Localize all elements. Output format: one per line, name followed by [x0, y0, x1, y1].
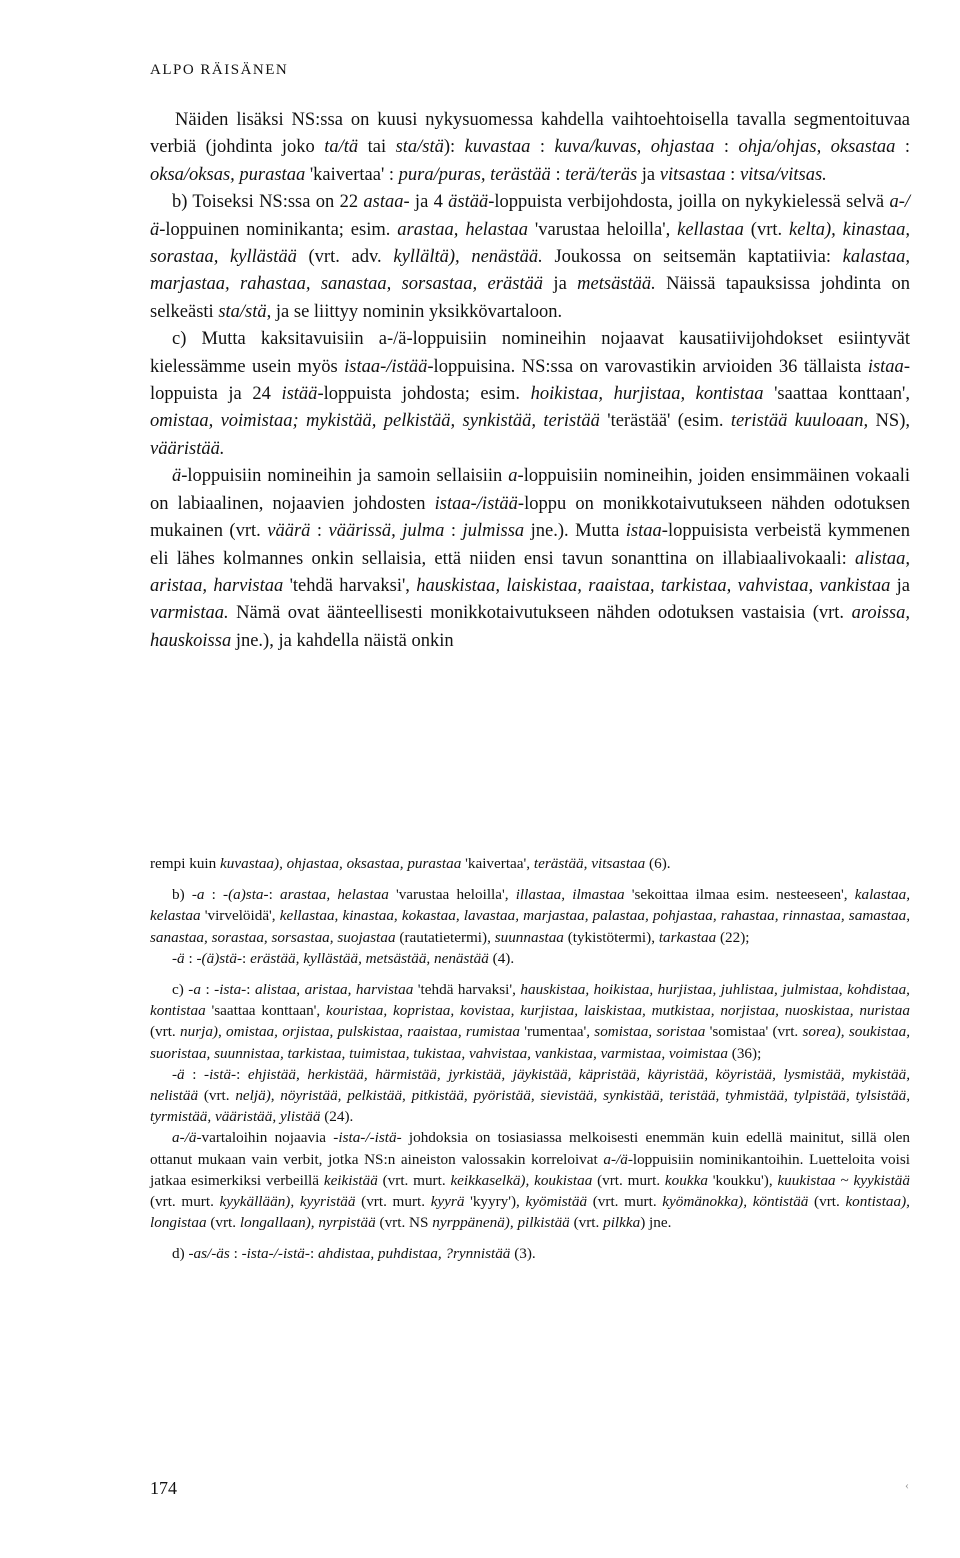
- paragraph-3: c) Mutta kaksitavuisiin a-/ä-loppuisiin nomineihin nojaavat kausatiivijohdokset esiintyvät kielessämme usein myös istaa-/istää-loppuisina. NS:ssa on varovastikin arvioiden 36 tällaista istaa-loppuista ja 24 istää-loppuista johdosta; esim. hoikistaa, hurjistaa, kontistaa 'saattaa konttaan', omistaa, voimistaa; mykistää, pelkistää, synkistää, teristää 'terästää' (esim. teristää kuuloaan, NS), vääristää.: [150, 329, 910, 459]
- paragraph-2: b) Toiseksi NS:ssa on 22 astaa- ja 4 ästää-loppuista verbijohdosta, joilla on nykykielessä selvä a-/ä-loppuinen nominikanta; esim. arastaa, helastaa 'varustaa heloilla', kellastaa (vrt. kelta), kinastaa, sorastaa, kyllästää (vrt. adv. kyllältä), nenästää. Joukossa on seitsemän kaptatiivia: kalastaa, marjastaa, rahastaa, sanastaa, sorsastaa, erästää ja metsästää. Näissä tapauksissa johdinta on selkeästi sta/stä, ja se liittyy nominin yksikkövartaloon.: [150, 192, 911, 322]
- paragraph-1: Näiden lisäksi NS:ssa on kuusi nykysuomessa kahdella vaihtoehtoisella tavalla segmentoituvaa verbiä (johdinta joko ta/tä tai sta/stä): kuvastaa : kuva/kuvas, ohjastaa : ohja/ohjas, oksastaa : oksa/oksas, purastaa 'kaivertaa' : pura/puras, terästää : terä/teräs ja vitsastaa : vitsa/vitsas.: [150, 110, 911, 185]
- footnote-c-remarks: a-/ä-vartaloihin nojaavia -ista-/-istä- johdoksia on tosiasiassa melkoisesti enemmän kuin edellä mainitut, sillä olen ottanut mukaan vain verbit, jotka NS:n aineiston valossakin korreloivat a-/ä-loppuisiin nominikantoihin. Luetteloita voisi jatkaa esimerkiksi verbeillä keikistää (vrt. murt. keikkaselkä), koukistaa (vrt. murt. koukka 'koukku'), kuukistaa ~ kyykistää (vrt. murt. kyykällään), kyyristää (vrt. murt. kyyrä 'kyyry'), kyömistää (vrt. murt. kyömänokka), köntistää (vrt. kontistaa), longistaa (vrt. longallaan), nyrpistää (vrt. NS nyrppänenä), pilkistää (vrt. pilkka) jne.: [150, 1129, 910, 1232]
- footnote-d: d) -as/-äs : -ista-/-istä-: ahdistaa, puhdistaa, ?rynnistää (3).: [172, 1245, 536, 1263]
- main-text: [150, 107, 910, 655]
- footnote-b: b) -a : -(a)sta-: arastaa, helastaa 'varustaa heloilla', illastaa, ilmastaa 'sekoittaa ilmaa esim. nesteeseen', kalastaa, kelastaa 'virvelöidä', kellastaa, kinastaa, kokastaa, lavastaa, marjastaa, palastaa, pohjastaa, rahastaa, rinnastaa, samastaa, sanastaa, sorastaa, sorsastaa, suojastaa (rautatietermi), suunnastaa (tykistötermi), tarkastaa (22);: [150, 886, 910, 946]
- footnote-continuation: rempi kuin kuvastaa), ohjastaa, oksastaa, purastaa 'kaivertaa', terästää, vitsastaa (6).: [150, 855, 671, 872]
- running-head: ALPO RÄISÄNEN: [150, 62, 289, 78]
- footnote-b-a-umlaut: -ä : -(ä)stä-: erästää, kyllästää, metsästää, nenästää (4).: [172, 949, 515, 967]
- page-number: 174: [150, 1478, 177, 1498]
- footnote-c-a-umlaut: -ä : -istä-: ehjistää, herkistää, härmistää, jyrkistää, jäykistää, käpristää, käyristää, köyristää, lysmistää, mykistää, nelistää (vrt. neljä), nöyristää, pelkistää, pitkistää, pyöristää, sievistää, synkistää, teristää, tyhmistää, tylpistää, tylsistää, tyrmistää, vääristää, ylistää (24).: [150, 1065, 910, 1126]
- stray-mark: ‹: [905, 1478, 909, 1492]
- paragraph-4: ä-loppuisiin nomineihin ja samoin sellaisiin a-loppuisiin nomineihin, joiden ensimmäinen vokaali on labiaalinen, nojaavien johdosten istaa-/istää-loppu on monikkotaivutukseen nähden odotuksen mukainen (vrt. väärä : väärissä, julma : julmissa jne.). Mutta istaa-loppuisista verbeistä kymmenen eli lähes kolmannes onkin sellaisia, että niiden ensi tavun sonanttina on illabiaalivokaali: alistaa, aristaa, harvistaa 'tehdä harvaksi', hauskistaa, laiskistaa, raaistaa, tarkistaa, vahvistaa, vankistaa ja varmistaa. Nämä ovat äänteellisesti monikkotaivutukseen nähden odotuksen vastaisia (vrt. aroissa, hauskoissa jne.), ja kahdella näistä onkin: [150, 466, 911, 651]
- footnote-c: c) -a : -ista-: alistaa, aristaa, harvistaa 'tehdä harvaksi', hauskistaa, hoikistaa, hurjistaa, juhlistaa, julmistaa, kohdistaa, kontistaa 'saattaa konttaan', kouristaa, kopristaa, kovistaa, kurjistaa, laiskistaa, mutkistaa, norjistaa, nuoskistaa, nuristaa (vrt. nurja), omistaa, orjistaa, pulskistaa, raaistaa, rumistaa 'rumentaa', somistaa, soristaa 'somistaa' (vrt. sorea), soukistaa, suoristaa, suunnistaa, tarkistaa, tuimistaa, tukistaa, vahvistaa, vankistaa, varmistaa, voimistaa (36);: [150, 981, 911, 1062]
- footnotes: [150, 853, 910, 1265]
